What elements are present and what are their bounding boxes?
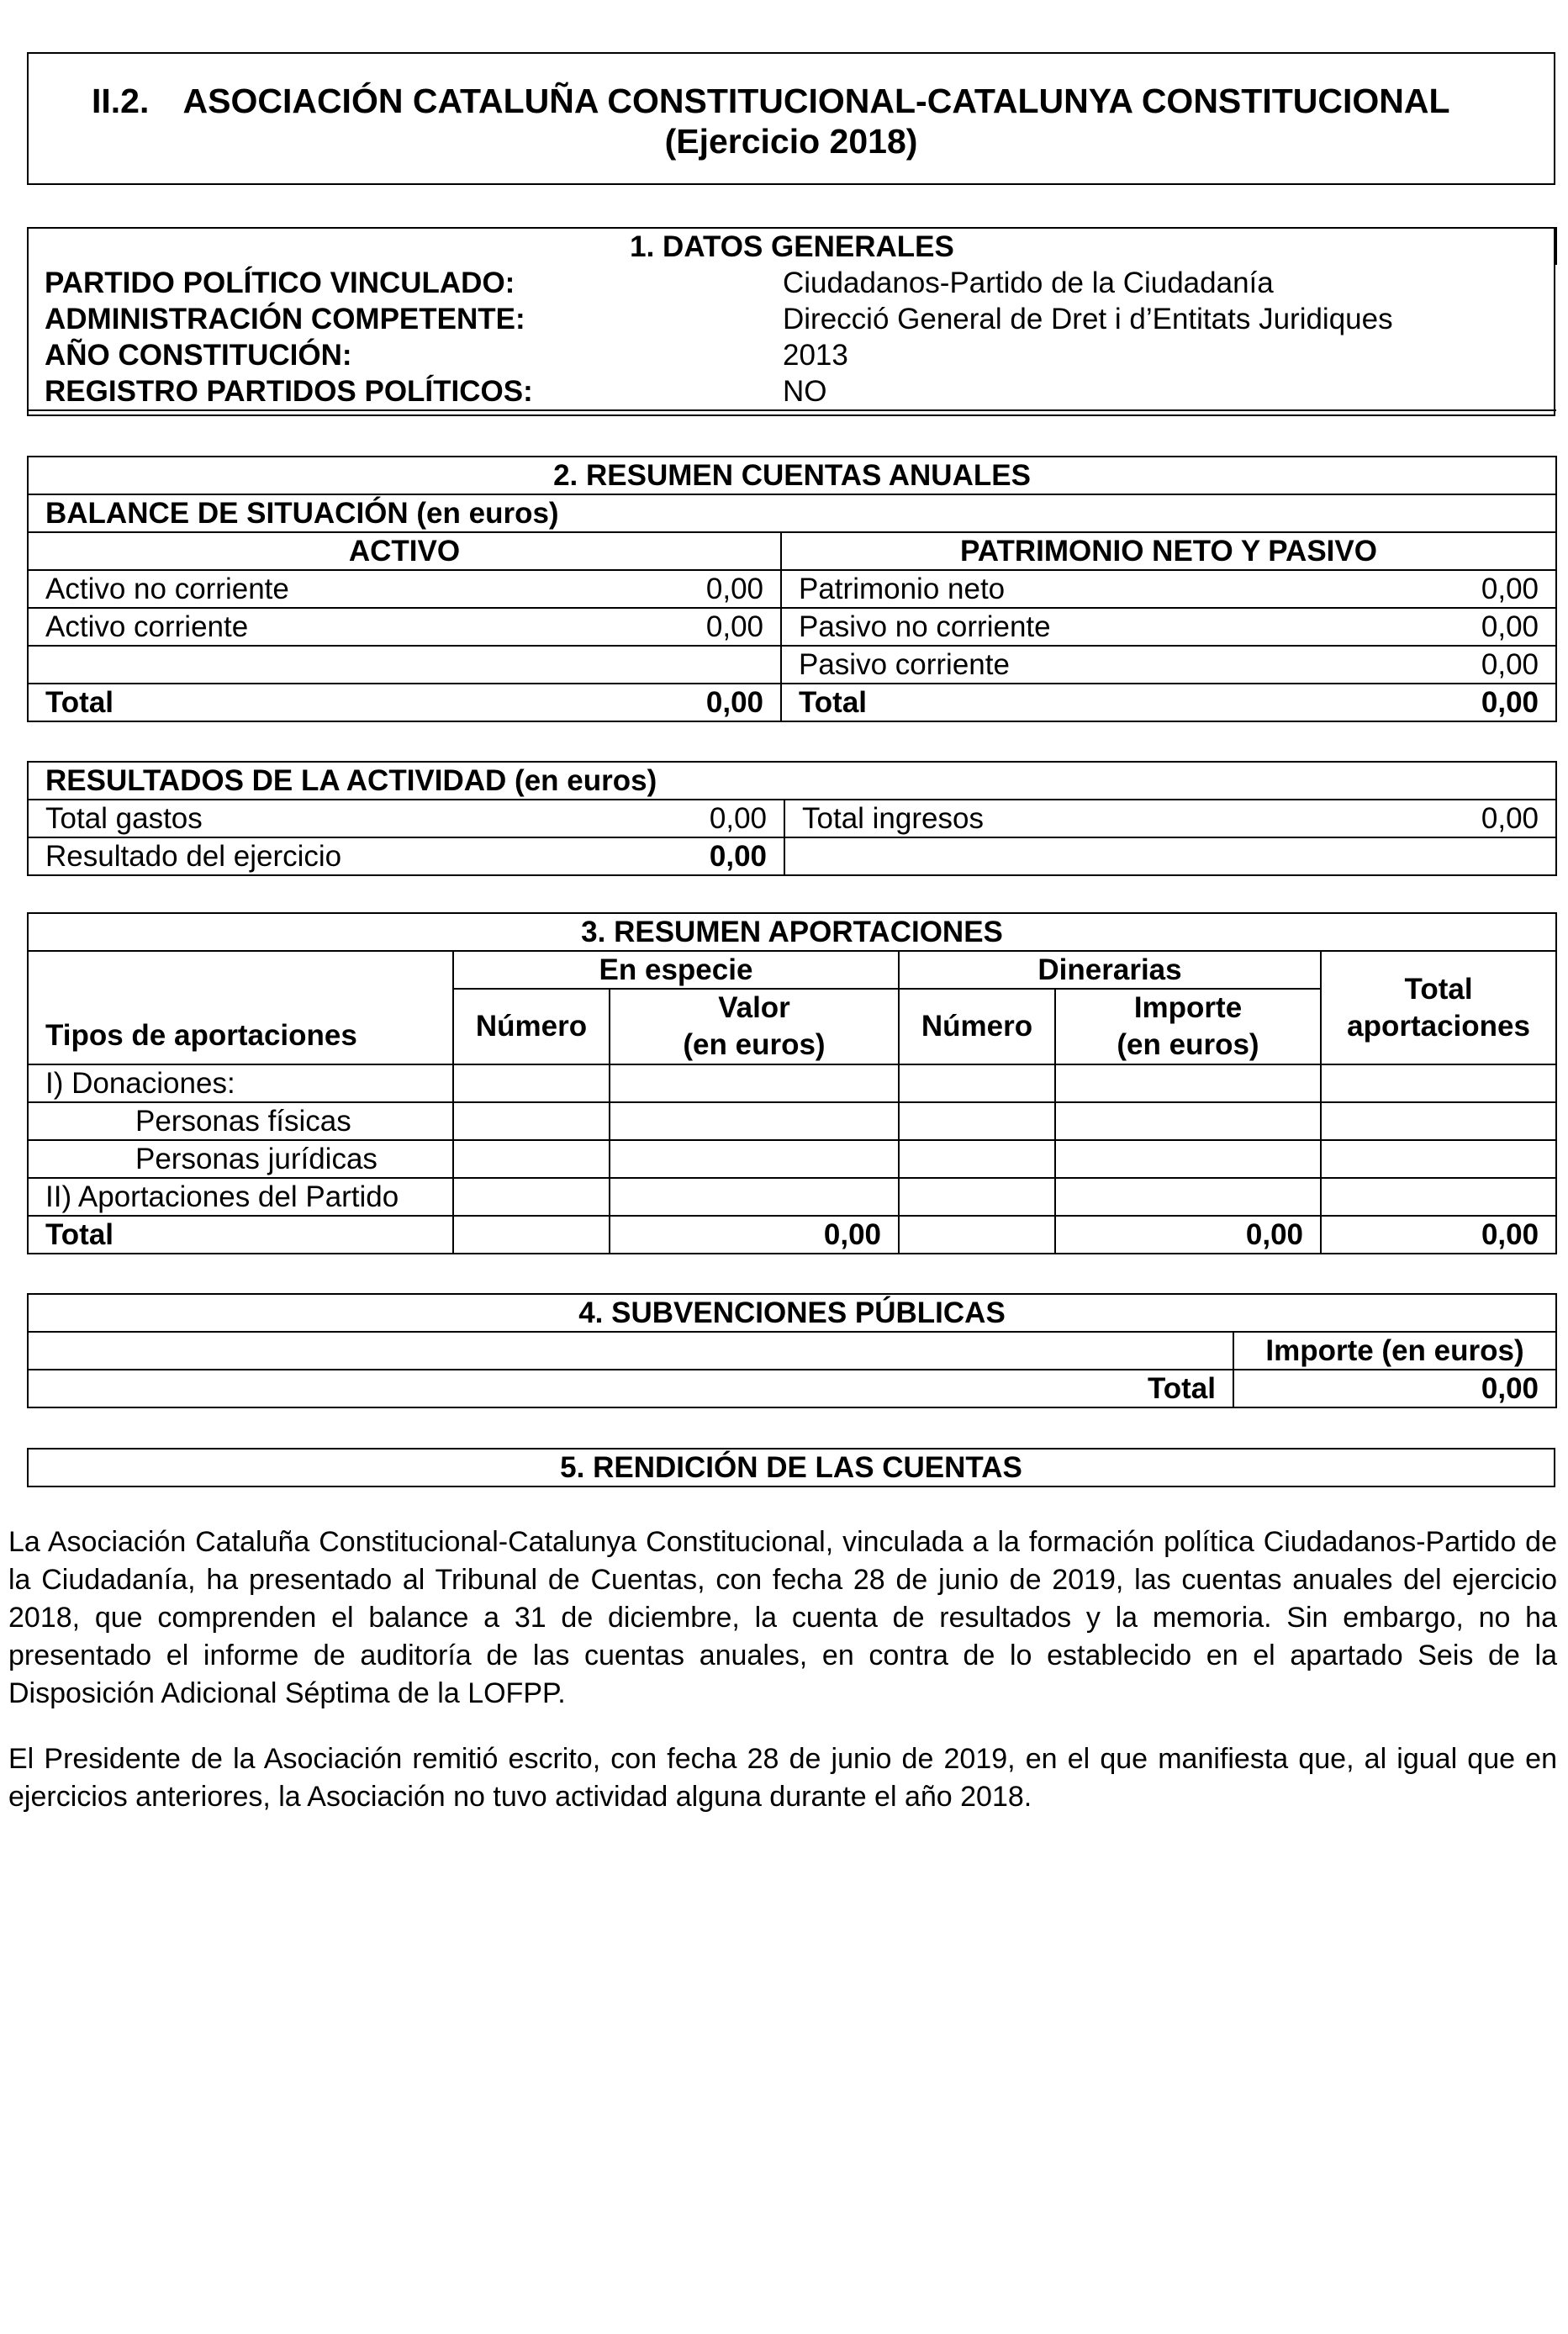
importe-header-line1: Importe xyxy=(1133,991,1243,1024)
total-row xyxy=(28,1370,1556,1407)
rendicion-heading: 5. RENDICIÓN DE LAS CUENTAS xyxy=(28,1449,1555,1486)
aportaciones-heading: 3. RESUMEN APORTACIONES xyxy=(28,913,1556,951)
gastos-label: Total gastos xyxy=(28,800,532,837)
document-title xyxy=(29,81,1554,122)
row-label: Personas físicas xyxy=(28,1102,453,1140)
ingresos-label: Total ingresos xyxy=(784,800,1323,837)
section-number: II.2. xyxy=(92,82,150,120)
ingresos-value: 0,00 xyxy=(1323,800,1556,837)
ano-label: AÑO CONSTITUCIÓN: xyxy=(45,338,352,372)
total-label: Total xyxy=(28,1216,453,1254)
registro-label: REGISTRO PARTIDOS POLÍTICOS: xyxy=(28,373,766,410)
numero-especie-header: Número xyxy=(453,989,610,1064)
datos-generales-heading: 1. DATOS GENERALES xyxy=(28,228,1556,265)
activo-value xyxy=(532,646,781,684)
total-aportaciones-header-line2: aportaciones xyxy=(1347,1009,1530,1043)
administracion-label: ADMINISTRACIÓN COMPETENTE: xyxy=(45,302,525,335)
table-row xyxy=(28,1102,1556,1140)
activo-label: Activo corriente xyxy=(28,608,532,646)
registro-value: NO xyxy=(766,373,1556,410)
importe-header-line2: (en euros) xyxy=(1117,1028,1259,1061)
table-row xyxy=(28,1140,1556,1178)
fiscal-year: (Ejercicio 2018) xyxy=(664,122,918,161)
pasivo-label: Patrimonio neto xyxy=(781,570,1319,608)
resultados-table xyxy=(27,761,1557,876)
total-row xyxy=(28,1216,1556,1254)
subvenciones-heading: 4. SUBVENCIONES PÚBLICAS xyxy=(28,1294,1556,1332)
total-aportaciones-header xyxy=(1321,951,1556,1064)
activo-value: 0,00 xyxy=(532,608,781,646)
subvenciones-table xyxy=(27,1293,1557,1408)
administracion-value: Direcció General de Dret i d’Entitats Juridiques xyxy=(783,302,1393,335)
table-row xyxy=(28,1064,1556,1102)
partido-label: PARTIDO POLÍTICO VINCULADO: xyxy=(45,266,515,299)
en-especie-header: En especie xyxy=(453,951,899,989)
rendicion-paragraph-2: El Presidente de la Asociación remitió escrito, con fecha 28 de junio de 2019, en el que manifiesta que, al igual que en ejercicios anteriores, la Asociación no tuvo actividad alguna durante el año 2018. xyxy=(8,1743,1557,1813)
activo-label xyxy=(28,646,532,684)
aportaciones-table xyxy=(27,912,1557,1254)
empty-cell xyxy=(784,837,1556,875)
cuentas-anuales-heading: 2. RESUMEN CUENTAS ANUALES xyxy=(28,457,1556,494)
table-row xyxy=(28,570,1556,608)
association-name: ASOCIACIÓN CATALUÑA CONSTITUCIONAL-CATALUNYA CONSTITUCIONAL xyxy=(182,82,1450,120)
total-aportaciones-header-line1: Total xyxy=(1404,972,1473,1006)
total-importe: 0,00 xyxy=(1055,1216,1321,1254)
empty-cell xyxy=(28,1332,1233,1370)
importe-header: Importe (en euros) xyxy=(1233,1332,1556,1370)
balance-title: BALANCE DE SITUACIÓN (en euros) xyxy=(28,494,1556,532)
pasivo-value: 0,00 xyxy=(1319,608,1556,646)
valor-header-line1: Valor xyxy=(718,991,790,1024)
total-value: 0,00 xyxy=(1233,1370,1556,1407)
activo-value: 0,00 xyxy=(532,570,781,608)
pasivo-label: Pasivo no corriente xyxy=(781,608,1319,646)
gastos-value: 0,00 xyxy=(532,800,784,837)
pasivo-label: Pasivo corriente xyxy=(781,646,1319,684)
ano-value: 2013 xyxy=(783,338,848,372)
row-label: I) Donaciones: xyxy=(28,1064,453,1102)
rendicion-table xyxy=(27,1448,1555,1487)
valor-header-line2: (en euros) xyxy=(683,1028,826,1061)
resultados-title: RESULTADOS DE LA ACTIVIDAD (en euros) xyxy=(28,762,1556,800)
pasivo-value: 0,00 xyxy=(1319,570,1556,608)
activo-header: ACTIVO xyxy=(28,532,781,570)
total-row xyxy=(28,684,1556,721)
total-pasivo-value: 0,00 xyxy=(1319,684,1556,721)
document-title-box xyxy=(27,52,1555,185)
balance-table xyxy=(27,456,1557,722)
resultado-label: Resultado del ejercicio xyxy=(28,837,532,875)
pasivo-header: PATRIMONIO NETO Y PASIVO xyxy=(781,532,1556,570)
total-activo-value: 0,00 xyxy=(532,684,781,721)
importe-header xyxy=(1055,989,1321,1064)
pasivo-value: 0,00 xyxy=(1319,646,1556,684)
table-row xyxy=(28,1178,1556,1216)
total-label: Total xyxy=(28,1370,1233,1407)
row-label: Personas jurídicas xyxy=(28,1140,453,1178)
resultado-value: 0,00 xyxy=(532,837,784,875)
tipos-header: Tipos de aportaciones xyxy=(28,951,453,1064)
table-row xyxy=(28,800,1556,837)
total-aportaciones: 0,00 xyxy=(1321,1216,1556,1254)
table-row xyxy=(28,837,1556,875)
table-row xyxy=(28,608,1556,646)
numero-dinerarias-header: Número xyxy=(899,989,1055,1064)
dinerarias-header: Dinerarias xyxy=(899,951,1321,989)
row-label: II) Aportaciones del Partido xyxy=(28,1178,453,1216)
valor-header xyxy=(610,989,899,1064)
partido-value: Ciudadanos-Partido de la Ciudadanía xyxy=(783,266,1274,299)
total-activo-label: Total xyxy=(28,684,532,721)
table-row xyxy=(28,646,1556,684)
activo-label: Activo no corriente xyxy=(28,570,532,608)
total-valor: 0,00 xyxy=(610,1216,899,1254)
rendicion-paragraph-1: La Asociación Cataluña Constitucional-Catalunya Constitucional, vinculada a la formación política Ciudadanos-Partido de la Ciudadanía, ha presentado al Tribunal de Cuentas, con fecha 28 de junio de 2019, las cuentas anuales del ejercicio 2018, que comprenden el balance a 31 de diciembre, la cuenta de resultados y la memoria. Sin embargo, no ha presentado el informe de auditoría de las cuentas anuales, en contra de lo establecido en el apartado Seis de la Disposición Adicional Séptima de la LOFPP. xyxy=(8,1526,1557,1709)
total-pasivo-label: Total xyxy=(781,684,1319,721)
datos-generales-table xyxy=(27,227,1557,411)
